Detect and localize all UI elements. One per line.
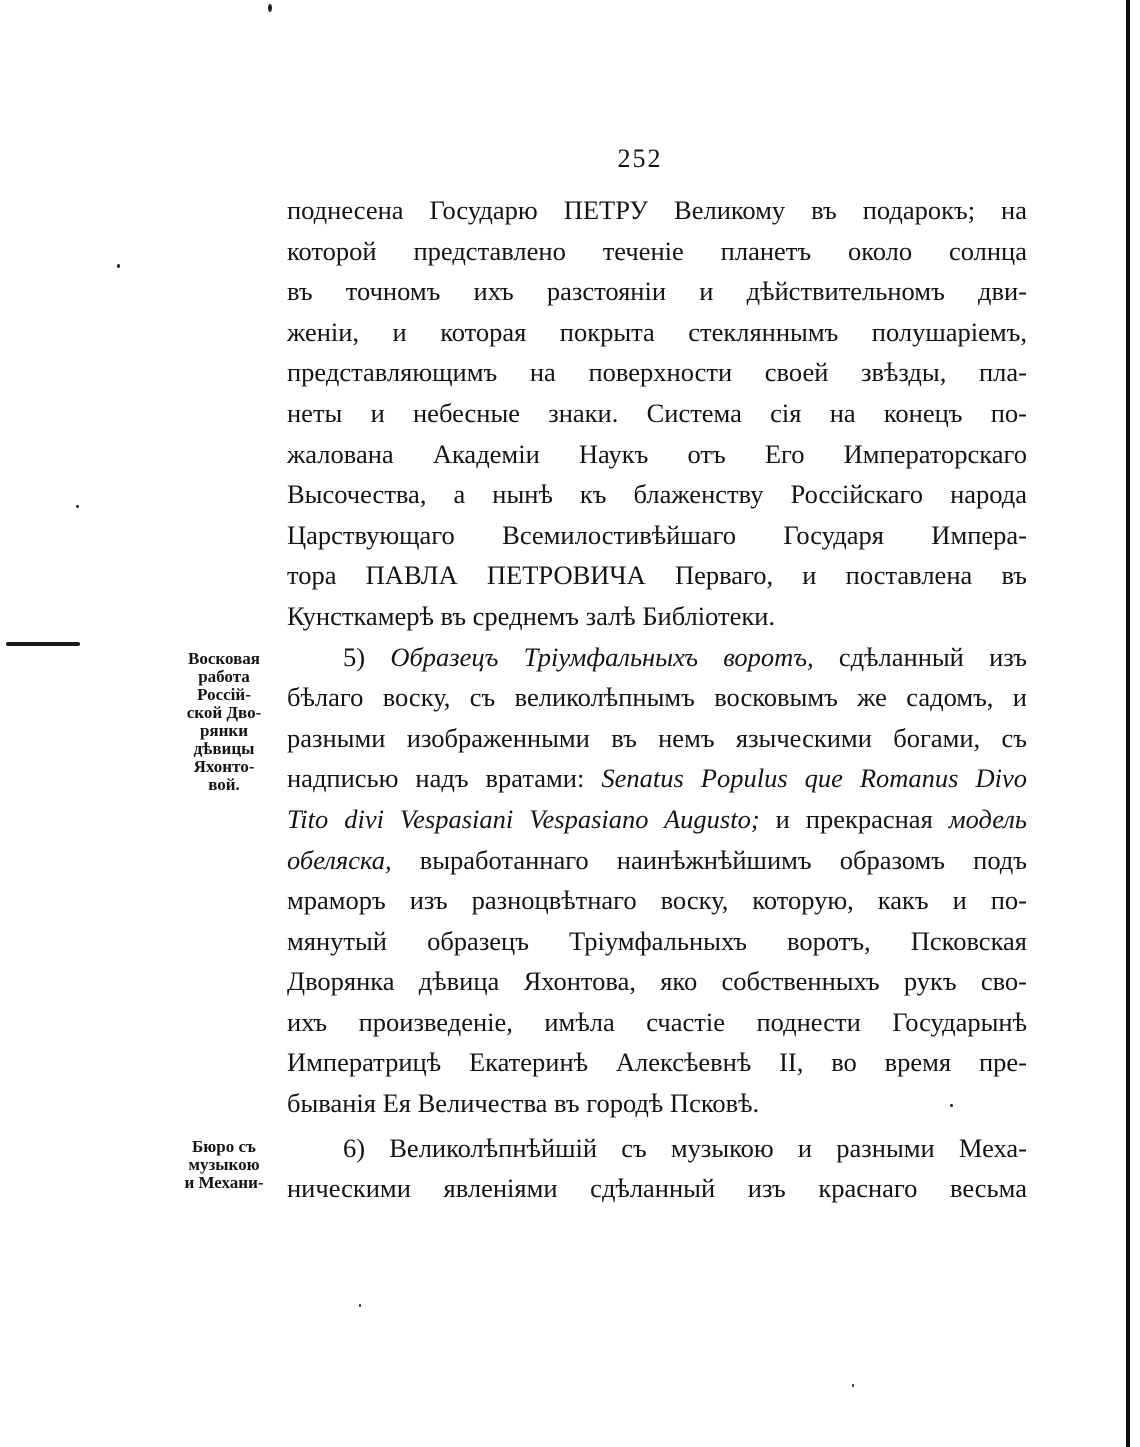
item-5-line [287, 637, 1027, 678]
body-text [287, 190, 1027, 1209]
print-speck [268, 4, 272, 12]
sidenote-line: Яхонто- [193, 757, 255, 776]
item-6-line: 6) Великолѣпнѣйшій съ музыкою и разными Меха- [343, 1132, 1027, 1163]
text-line: мраморъ изъ разноцвѣтнаго воску, которую, какъ и по- [287, 885, 1027, 916]
text-run: выработаннаго наинѣжнѣйшимъ образомъ подъ [419, 844, 1027, 875]
item-title: Образецъ Тріумфальныхъ воротъ, [390, 641, 814, 672]
print-speck [852, 1384, 854, 1387]
sidenote-line: вой. [208, 775, 240, 794]
page-edge-rule [1126, 0, 1130, 1447]
print-speck [359, 1304, 361, 1307]
text-line: тора ПАВЛА ПЕТРОВИЧА Перваго, и поставлена въ [287, 560, 1027, 591]
margin-mark [6, 642, 80, 646]
sidenote-line: рянки [199, 721, 249, 740]
text-run: и прекрасная [775, 803, 933, 834]
text-line: Дворянка дѣвица Яхонтова, яко собственныхъ рукъ сво- [287, 966, 1027, 997]
sidenote-line: дѣвицы [193, 739, 255, 758]
text-line: Высочества, а нынѣ къ блаженству Россійскаго народа [287, 479, 1027, 510]
sidenote-bureau [160, 1138, 288, 1192]
text-line: Царствующаго Всемилостивѣйшаго Государя Импера- [287, 519, 1027, 550]
text-line: ихъ произведеніе, имѣла счастіе поднести Государынѣ [287, 1006, 1027, 1037]
text-line: Кунсткамерѣ въ среднемъ залѣ Библіотеки. [287, 600, 776, 631]
text-line: представляющимъ на поверхности своей звѣзды, пла- [287, 357, 1027, 388]
sidenote-line: ской Дво- [186, 703, 262, 722]
sidenote-line: Восковая [188, 649, 260, 668]
text-line: бѣлаго воску, съ великолѣпнымъ восковымъ же садомъ, и [287, 682, 1027, 713]
print-speck [76, 505, 79, 508]
sidenote-line: музыкою [188, 1155, 260, 1174]
print-speck [117, 264, 120, 268]
latin-inscription: Senatus Populus que Romanus Divo [601, 763, 1027, 794]
italic-term: модель [948, 803, 1027, 834]
text-run: надписью надъ вратами: [287, 763, 585, 794]
text-line: быванія Ея Величества въ городѣ Псковѣ. [287, 1088, 760, 1119]
sidenote-line: Россій- [197, 685, 251, 704]
text-line: жалована Академіи Наукъ отъ Его Императорскаго [287, 438, 1027, 469]
sidenote-line: и Механи- [184, 1173, 264, 1192]
sidenote-line: Бюро съ [192, 1137, 256, 1156]
latin-inscription: Tito divi Vespasiani Vespasiano Augusto; [287, 803, 760, 834]
text-line [287, 758, 1027, 799]
text-line: неты и небесные знаки. Система сія на конецъ по- [287, 397, 1027, 428]
text-run: сдѣланный изъ [838, 641, 1028, 672]
text-line: которой представлено теченіе планетъ около солнца [287, 235, 1027, 266]
text-line: поднесена Государю ПЕТРУ Великому въ подарокъ; на [287, 195, 1027, 225]
text-line: разными изображенными въ немъ языческими богами, съ [287, 722, 1027, 753]
text-line: ническими явленіями сдѣланный изъ краснаго весьма [287, 1173, 1027, 1204]
sidenote-line: работа [198, 667, 250, 686]
text-line: мянутый образецъ Тріумфальныхъ воротъ, Псковская [287, 925, 1027, 956]
text-line: въ точномъ ихъ разстояніи и дѣйствительномъ дви- [287, 276, 1027, 307]
sidenote-wax-work [160, 650, 288, 794]
item-number: 5) [343, 641, 366, 672]
italic-term: обеляска, [287, 844, 392, 875]
page-number: 252 [617, 144, 663, 173]
text-line: женіи, и которая покрыта стекляннымъ полушаріемъ, [287, 316, 1027, 347]
text-line [287, 799, 1027, 840]
text-line [287, 840, 1027, 881]
text-line: Императрицѣ Екатеринѣ Алексѣевнѣ II, во время пре- [287, 1047, 1027, 1078]
